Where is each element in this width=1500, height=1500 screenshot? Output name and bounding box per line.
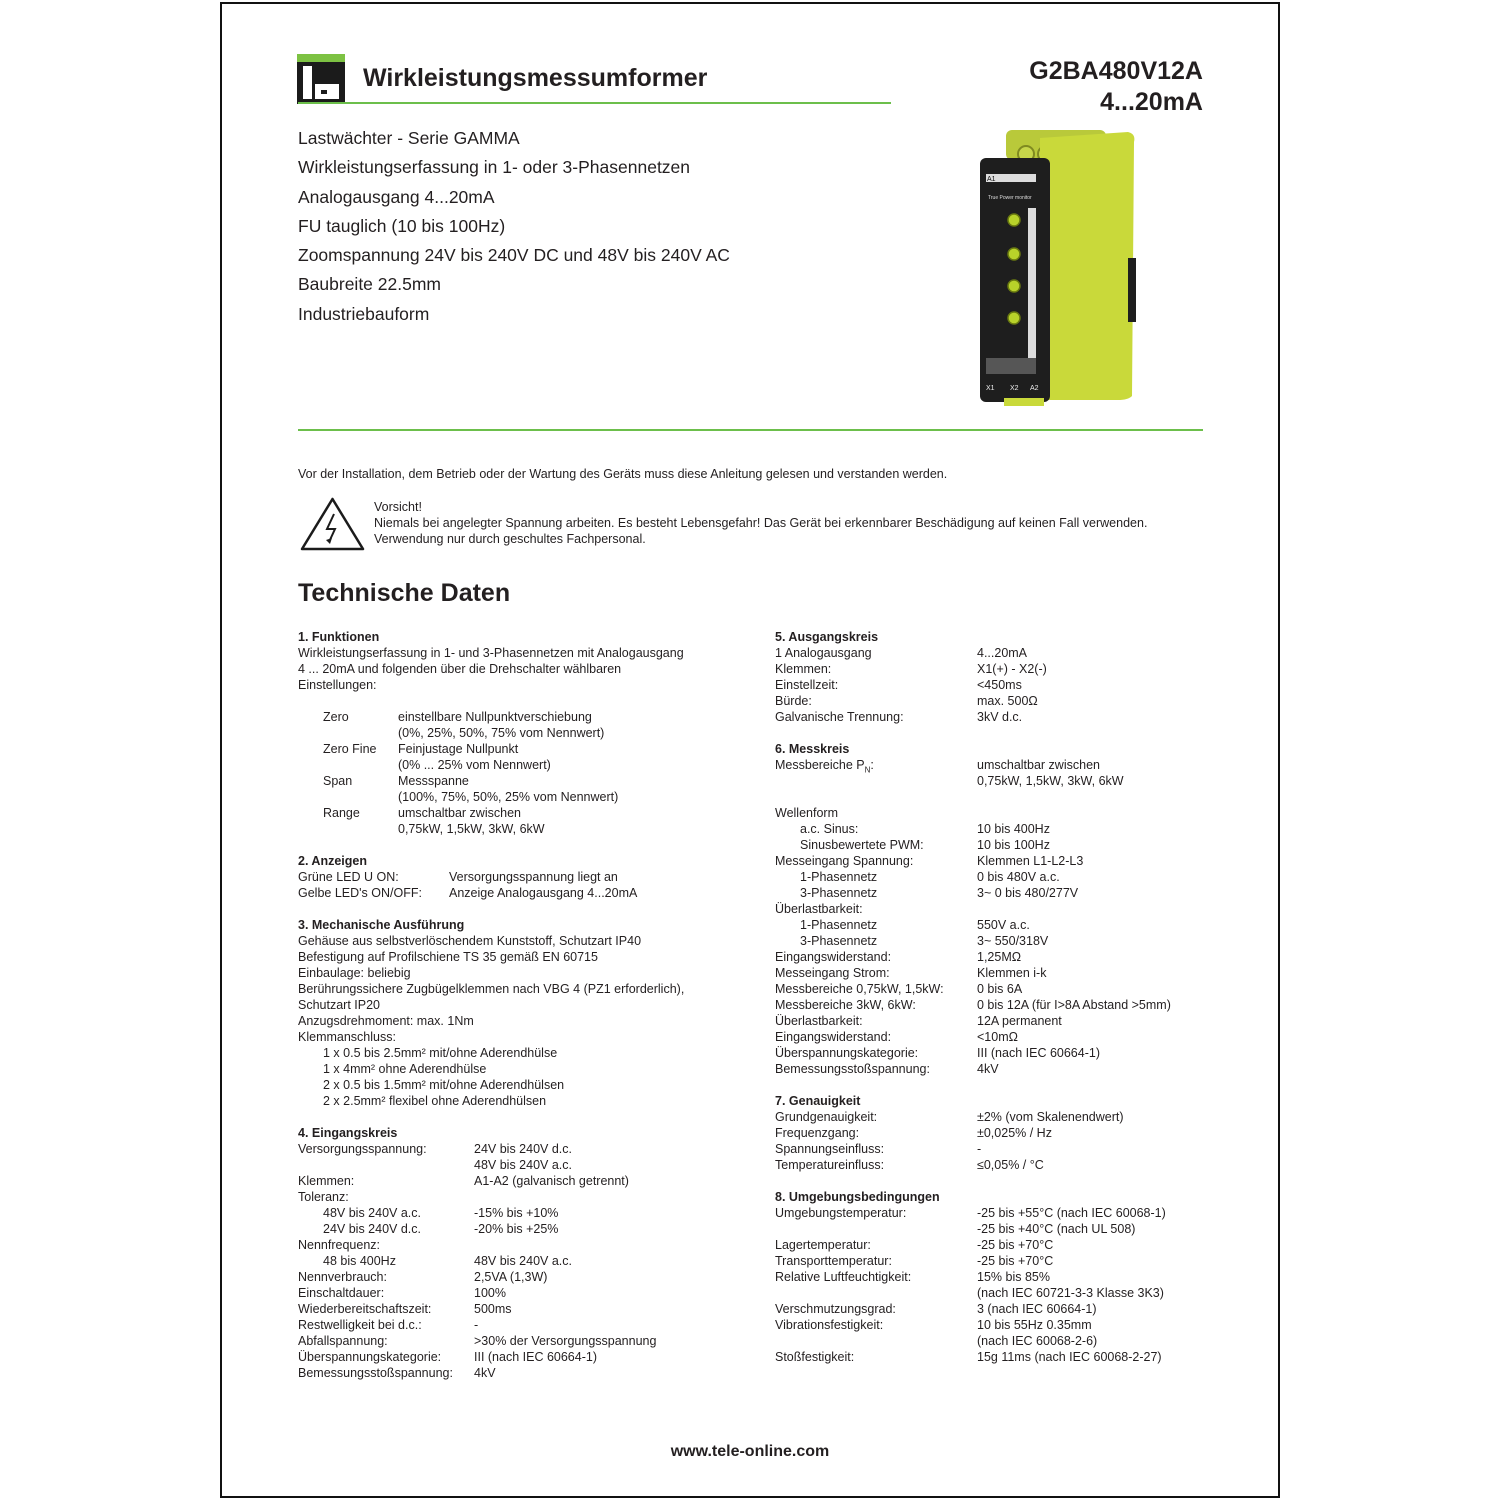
spec-row — [775, 1013, 1215, 1029]
spec-row — [775, 1029, 1215, 1045]
spec-value: einstellbare Nullpunktverschiebung — [398, 710, 592, 724]
spec-value: -25 bis +70°C — [977, 1254, 1054, 1268]
feature-item: Baubreite 22.5mm — [298, 274, 441, 295]
spec-value: (nach IEC 60068-2-6) — [977, 1334, 1098, 1348]
spec-value: <10mΩ — [977, 1030, 1018, 1044]
spacer — [298, 1109, 738, 1125]
spec-label — [298, 822, 323, 836]
spec-value: 3~ 0 bis 480/277V — [977, 886, 1079, 900]
spec-value: (100%, 75%, 50%, 25% vom Nennwert) — [398, 790, 619, 804]
spec-label: Klemmen: — [775, 662, 832, 676]
spec-heading: 2. Anzeigen — [298, 854, 367, 868]
spec-heading: 4. Eingangskreis — [298, 1126, 398, 1140]
spec-value: max. 500Ω — [977, 694, 1038, 708]
spec-text: Einbaulage: beliebig — [298, 966, 411, 980]
spec-label: Überlastbarkeit: — [775, 1014, 863, 1028]
spec-value: 0 bis 480V a.c. — [977, 870, 1060, 884]
spec-row — [298, 773, 738, 789]
spec-row — [298, 1365, 738, 1381]
spec-heading: 1. Funktionen — [298, 630, 380, 644]
spec-row — [298, 1173, 738, 1189]
spec-value: umschaltbar zwischen — [977, 758, 1100, 772]
spec-value: 0 bis 6A — [977, 982, 1023, 996]
spec-row — [775, 885, 1215, 901]
spec-row — [775, 1333, 1215, 1349]
device-bottom-label: X2 — [1010, 385, 1019, 392]
spec-label: Klemmen: — [298, 1174, 355, 1188]
spec-row — [775, 1221, 1215, 1237]
section-separator — [298, 429, 1203, 431]
spec-row — [298, 709, 738, 725]
spacer — [775, 1173, 1215, 1189]
spec-label: Bürde: — [775, 694, 812, 708]
spec-row — [298, 885, 738, 901]
spec-value: 4kV — [474, 1366, 496, 1380]
spec-label: Abfallspannung: — [298, 1334, 388, 1348]
spec-label: Zero — [323, 710, 349, 724]
spec-value: X1(+) - X2(-) — [977, 662, 1047, 676]
spec-row — [775, 773, 1215, 789]
spec-label: Wellenform — [775, 806, 838, 820]
spec-row — [775, 997, 1215, 1013]
spec-value: Feinjustage Nullpunkt — [398, 742, 519, 756]
spec-label: Toleranz: — [298, 1190, 349, 1204]
spec-label — [298, 726, 323, 740]
spec-row — [775, 1237, 1215, 1253]
spec-text: 1 x 0.5 bis 2.5mm² mit/ohne Aderendhülse — [323, 1046, 558, 1060]
spec-value: 10 bis 100Hz — [977, 838, 1050, 852]
spec-row — [775, 965, 1215, 981]
spec-row — [298, 1349, 738, 1365]
spec-value: - — [977, 1142, 982, 1156]
spec-row — [298, 1269, 738, 1285]
spec-label: Einschaltdauer: — [298, 1286, 385, 1300]
spec-row — [298, 789, 738, 805]
spacer — [298, 693, 738, 709]
spec-value: Versorgungsspannung liegt an — [449, 870, 618, 884]
spec-value: 12A permanent — [977, 1014, 1062, 1028]
spec-label: Grundgenauigkeit: — [775, 1110, 878, 1124]
spec-row — [775, 869, 1215, 885]
spec-value: 500ms — [474, 1302, 512, 1316]
spec-label: Range — [323, 806, 360, 820]
spec-value: - — [474, 1318, 479, 1332]
spec-value: ±2% (vom Skalenendwert) — [977, 1110, 1124, 1124]
spec-row — [298, 1333, 738, 1349]
spec-row — [298, 805, 738, 821]
spec-label: Eingangswiderstand: — [775, 1030, 892, 1044]
spec-row — [298, 1221, 738, 1237]
spec-value: 15% bis 85% — [977, 1270, 1050, 1284]
spec-row — [298, 1237, 738, 1253]
spec-label: Frequenzgang: — [775, 1126, 860, 1140]
document-title: Wirkleistungsmessumformer — [363, 64, 708, 92]
spec-text: 4 ... 20mA und folgenden über die Drehschalter wählbaren — [298, 662, 622, 676]
spec-row — [298, 1285, 738, 1301]
spec-label: 1-Phasennetz — [800, 918, 878, 932]
warning-line: Vorsicht! — [374, 500, 422, 514]
spec-text: Einstellungen: — [298, 678, 377, 692]
spec-row — [775, 1125, 1215, 1141]
spec-row — [775, 1349, 1215, 1365]
spec-value: 10 bis 55Hz 0.35mm — [977, 1318, 1092, 1332]
spacer — [298, 901, 738, 917]
spec-row — [775, 853, 1215, 869]
spec-label: Einstellzeit: — [775, 678, 839, 692]
spec-row — [298, 1189, 738, 1205]
spec-value: 3kV d.c. — [977, 710, 1023, 724]
spec-value: (0% ... 25% vom Nennwert) — [398, 758, 551, 772]
spec-row — [298, 1205, 738, 1221]
spec-value: 550V a.c. — [977, 918, 1030, 932]
feature-item: Wirkleistungserfassung in 1- oder 3-Phasennetzen — [298, 157, 691, 178]
spec-row — [298, 821, 738, 837]
spec-label-suffix: : — [870, 758, 874, 772]
spec-row — [775, 677, 1215, 693]
spec-text: Gehäuse aus selbstverlöschendem Kunststoff, Schutzart IP40 — [298, 934, 642, 948]
spec-row — [775, 1285, 1215, 1301]
device-bottom-label: X1 — [986, 385, 995, 392]
spec-row — [775, 821, 1215, 837]
spec-row — [775, 949, 1215, 965]
spec-label: Zero Fine — [323, 742, 377, 756]
spec-value: 4...20mA — [977, 646, 1028, 660]
spec-row — [298, 1157, 738, 1173]
spec-text: 2 x 2.5mm² flexibel ohne Aderendhülsen — [323, 1094, 547, 1108]
spec-value: (nach IEC 60721-3-3 Klasse 3K3) — [977, 1286, 1164, 1300]
spec-label: Relative Luftfeuchtigkeit: — [775, 1270, 912, 1284]
device-top-labels: A1 — [987, 176, 996, 183]
feature-item: FU tauglich (10 bis 100Hz) — [298, 215, 506, 236]
spec-value: Klemmen L1-L2-L3 — [977, 854, 1084, 868]
spec-row — [298, 741, 738, 757]
spec-row — [775, 837, 1215, 853]
spec-label: 48V bis 240V a.c. — [323, 1206, 421, 1220]
spec-label: Messeingang Spannung: — [775, 854, 914, 868]
spec-label-subscript: N — [864, 765, 871, 775]
spacer — [775, 725, 1215, 741]
spec-row — [298, 1301, 738, 1317]
spec-value: 48V bis 240V a.c. — [474, 1158, 572, 1172]
warning-line: Verwendung nur durch geschultes Fachpersonal. — [374, 532, 646, 546]
device-bottom-label: A2 — [1030, 385, 1039, 392]
spec-value: ≤0,05% / °C — [977, 1158, 1044, 1172]
spec-value: >30% der Versorgungsspannung — [474, 1334, 657, 1348]
model-block — [1029, 56, 1203, 118]
spec-label: Messbereiche P — [775, 758, 865, 772]
spec-value: 3 (nach IEC 60664-1) — [977, 1302, 1097, 1316]
spec-row — [298, 1253, 738, 1269]
feature-item: Industriebauform — [298, 303, 430, 324]
spec-heading: 6. Messkreis — [775, 742, 850, 756]
spec-text: Befestigung auf Profilschiene TS 35 gemäß EN 60715 — [298, 950, 598, 964]
spec-row — [775, 1301, 1215, 1317]
spec-row — [298, 1317, 738, 1333]
spec-row — [775, 981, 1215, 997]
spec-row — [775, 901, 1215, 917]
spec-row — [775, 1045, 1215, 1061]
spec-label — [298, 758, 323, 772]
spec-row — [775, 917, 1215, 933]
spec-label: Gelbe LED's ON/OFF: — [298, 886, 422, 900]
spec-label: 1-Phasennetz — [800, 870, 878, 884]
spec-label: Wiederbereitschaftszeit: — [298, 1302, 432, 1316]
spec-row — [775, 661, 1215, 677]
spec-label: Nennfrequenz: — [298, 1238, 381, 1252]
spec-text: Anzugsdrehmoment: max. 1Nm — [298, 1014, 474, 1028]
spec-value: A1-A2 (galvanisch getrennt) — [474, 1174, 629, 1188]
spec-row — [775, 933, 1215, 949]
spec-label: Bemessungsstoßspannung: — [775, 1062, 930, 1076]
device-photo — [978, 128, 1138, 408]
spec-value: Anzeige Analogausgang 4...20mA — [449, 886, 638, 900]
spec-label: 3-Phasennetz — [800, 886, 878, 900]
spec-label: Transporttemperatur: — [775, 1254, 892, 1268]
spec-value: 1,25MΩ — [977, 950, 1022, 964]
spec-label: Umgebungstemperatur: — [775, 1206, 907, 1220]
spec-heading: 7. Genauigkeit — [775, 1094, 861, 1108]
spec-value: III (nach IEC 60664-1) — [474, 1350, 597, 1364]
spec-label: Temperatureinfluss: — [775, 1158, 885, 1172]
feature-item: Analogausgang 4...20mA — [298, 186, 495, 207]
intro-text: Vor der Installation, dem Betrieb oder der Wartung des Geräts muss diese Anleitung gelesen und verstanden werden. — [298, 467, 948, 481]
spec-label: Verschmutzungsgrad: — [775, 1302, 896, 1316]
spec-value: -20% bis +25% — [474, 1222, 559, 1236]
spec-row — [775, 709, 1215, 725]
spec-value: 100% — [474, 1286, 506, 1300]
device-name-text: True Power monitor — [988, 195, 1032, 201]
spec-row — [298, 725, 738, 741]
spec-label: Bemessungsstoßspannung: — [298, 1366, 453, 1380]
spec-label: a.c. Sinus: — [800, 822, 859, 836]
spec-value: -25 bis +40°C (nach UL 508) — [977, 1222, 1136, 1236]
spec-row — [775, 1317, 1215, 1333]
spec-label: Nennverbrauch: — [298, 1270, 387, 1284]
spec-label: Messeingang Strom: — [775, 966, 890, 980]
spec-label: Span — [323, 774, 353, 788]
spec-label: Überspannungskategorie: — [298, 1350, 442, 1364]
spec-row — [298, 1141, 738, 1157]
spec-text: 2 x 0.5 bis 1.5mm² mit/ohne Aderendhülsen — [323, 1078, 565, 1092]
spec-value: 0,75kW, 1,5kW, 3kW, 6kW — [977, 774, 1124, 788]
output-range: 4...20mA — [1100, 88, 1203, 116]
spec-value: Klemmen i-k — [977, 966, 1047, 980]
spec-value: (0%, 25%, 50%, 75% vom Nennwert) — [398, 726, 605, 740]
spec-label: Galvanische Trennung: — [775, 710, 904, 724]
spec-column-left — [298, 629, 738, 1381]
spec-value: 0 bis 12A (für I>8A Abstand >5mm) — [977, 998, 1171, 1012]
spec-label: 48 bis 400Hz — [323, 1254, 396, 1268]
feature-list — [298, 124, 730, 329]
spacer — [775, 1077, 1215, 1093]
spec-label: 1 Analogausgang — [775, 646, 872, 660]
spec-value: 10 bis 400Hz — [977, 822, 1050, 836]
spec-row — [775, 757, 1215, 773]
spec-value: -25 bis +55°C (nach IEC 60068-1) — [977, 1206, 1166, 1220]
spec-row — [298, 869, 738, 885]
warning-line: Niemals bei angelegter Spannung arbeiten. Es besteht Lebensgefahr! Das Gerät bei erkennbarer Beschädigung auf keinen Fall verwenden. — [374, 516, 1148, 530]
spec-value: ±0,025% / Hz — [977, 1126, 1052, 1140]
spec-row — [775, 1269, 1215, 1285]
warning-text — [374, 499, 1147, 547]
spec-column-right — [775, 629, 1215, 1365]
spec-row — [775, 1157, 1215, 1173]
section-title: Technische Daten — [298, 579, 511, 607]
spec-label: Spannungseinfluss: — [775, 1142, 885, 1156]
spec-text: Wirkleistungserfassung in 1- und 3-Phasennetzen mit Analogausgang — [298, 646, 684, 660]
spec-value: 15g 11ms (nach IEC 60068-2-27) — [977, 1350, 1162, 1364]
spec-row — [775, 1109, 1215, 1125]
spec-value: 2,5VA (1,3W) — [474, 1270, 548, 1284]
spec-row — [775, 805, 1215, 821]
feature-item: Lastwächter - Serie GAMMA — [298, 128, 520, 148]
spec-value: 3~ 550/318V — [977, 934, 1049, 948]
spec-heading: 8. Umgebungsbedingungen — [775, 1190, 940, 1204]
spec-label: Messbereiche 0,75kW, 1,5kW: — [775, 982, 944, 996]
spec-label: Überspannungskategorie: — [775, 1046, 919, 1060]
spec-value: III (nach IEC 60664-1) — [977, 1046, 1100, 1060]
spec-value: Messspanne — [398, 774, 469, 788]
spec-row — [775, 1253, 1215, 1269]
spec-label: Vibrationsfestigkeit: — [775, 1318, 884, 1332]
model-number: G2BA480V12A — [1029, 57, 1203, 85]
spec-heading: 3. Mechanische Ausführung — [298, 918, 465, 932]
feature-item: Zoomspannung 24V bis 240V DC und 48V bis 240V AC — [298, 245, 730, 266]
spec-value: 0,75kW, 1,5kW, 3kW, 6kW — [398, 822, 545, 836]
spec-value: 48V bis 240V a.c. — [474, 1254, 572, 1268]
spec-value: umschaltbar zwischen — [398, 806, 521, 820]
tele-logo-icon — [297, 54, 345, 104]
spec-label: 24V bis 240V d.c. — [323, 1222, 421, 1236]
spec-row — [775, 645, 1215, 661]
spec-row — [775, 693, 1215, 709]
spec-label: Sinusbewertete PWM: — [800, 838, 924, 852]
spec-heading: 5. Ausgangskreis — [775, 630, 879, 644]
footer-url: www.tele-online.com — [670, 1443, 830, 1460]
spec-label: Stoßfestigkeit: — [775, 1350, 855, 1364]
spec-value: <450ms — [977, 678, 1022, 692]
title-underline — [298, 102, 891, 104]
spec-text: Schutzart IP20 — [298, 998, 380, 1012]
spec-label — [298, 790, 323, 804]
spacer — [298, 837, 738, 853]
spec-text: Klemmanschluss: — [298, 1030, 396, 1044]
spec-label: Eingangswiderstand: — [775, 950, 892, 964]
spec-label: Überlastbarkeit: — [775, 902, 863, 916]
spec-text: 1 x 4mm² ohne Aderendhülse — [323, 1062, 487, 1076]
spec-row — [775, 1061, 1215, 1077]
spec-value: -15% bis +10% — [474, 1206, 559, 1220]
spec-label: Restwelligkeit bei d.c.: — [298, 1318, 422, 1332]
spec-label: Lagertemperatur: — [775, 1238, 871, 1252]
spec-row — [775, 1205, 1215, 1221]
spec-value: 4kV — [977, 1062, 999, 1076]
spec-label: Versorgungsspannung: — [298, 1142, 427, 1156]
spec-value: 24V bis 240V d.c. — [474, 1142, 572, 1156]
spacer — [775, 789, 1215, 805]
spec-label: 3-Phasennetz — [800, 934, 878, 948]
spec-row — [775, 1141, 1215, 1157]
spec-row — [298, 757, 738, 773]
spec-value: -25 bis +70°C — [977, 1238, 1054, 1252]
spec-text: Berührungssichere Zugbügelklemmen nach VBG 4 (PZ1 erforderlich), — [298, 982, 685, 996]
high-voltage-warning-icon — [299, 496, 366, 552]
spec-label: Grüne LED U ON: — [298, 870, 399, 884]
spec-label: Messbereiche 3kW, 6kW: — [775, 998, 916, 1012]
